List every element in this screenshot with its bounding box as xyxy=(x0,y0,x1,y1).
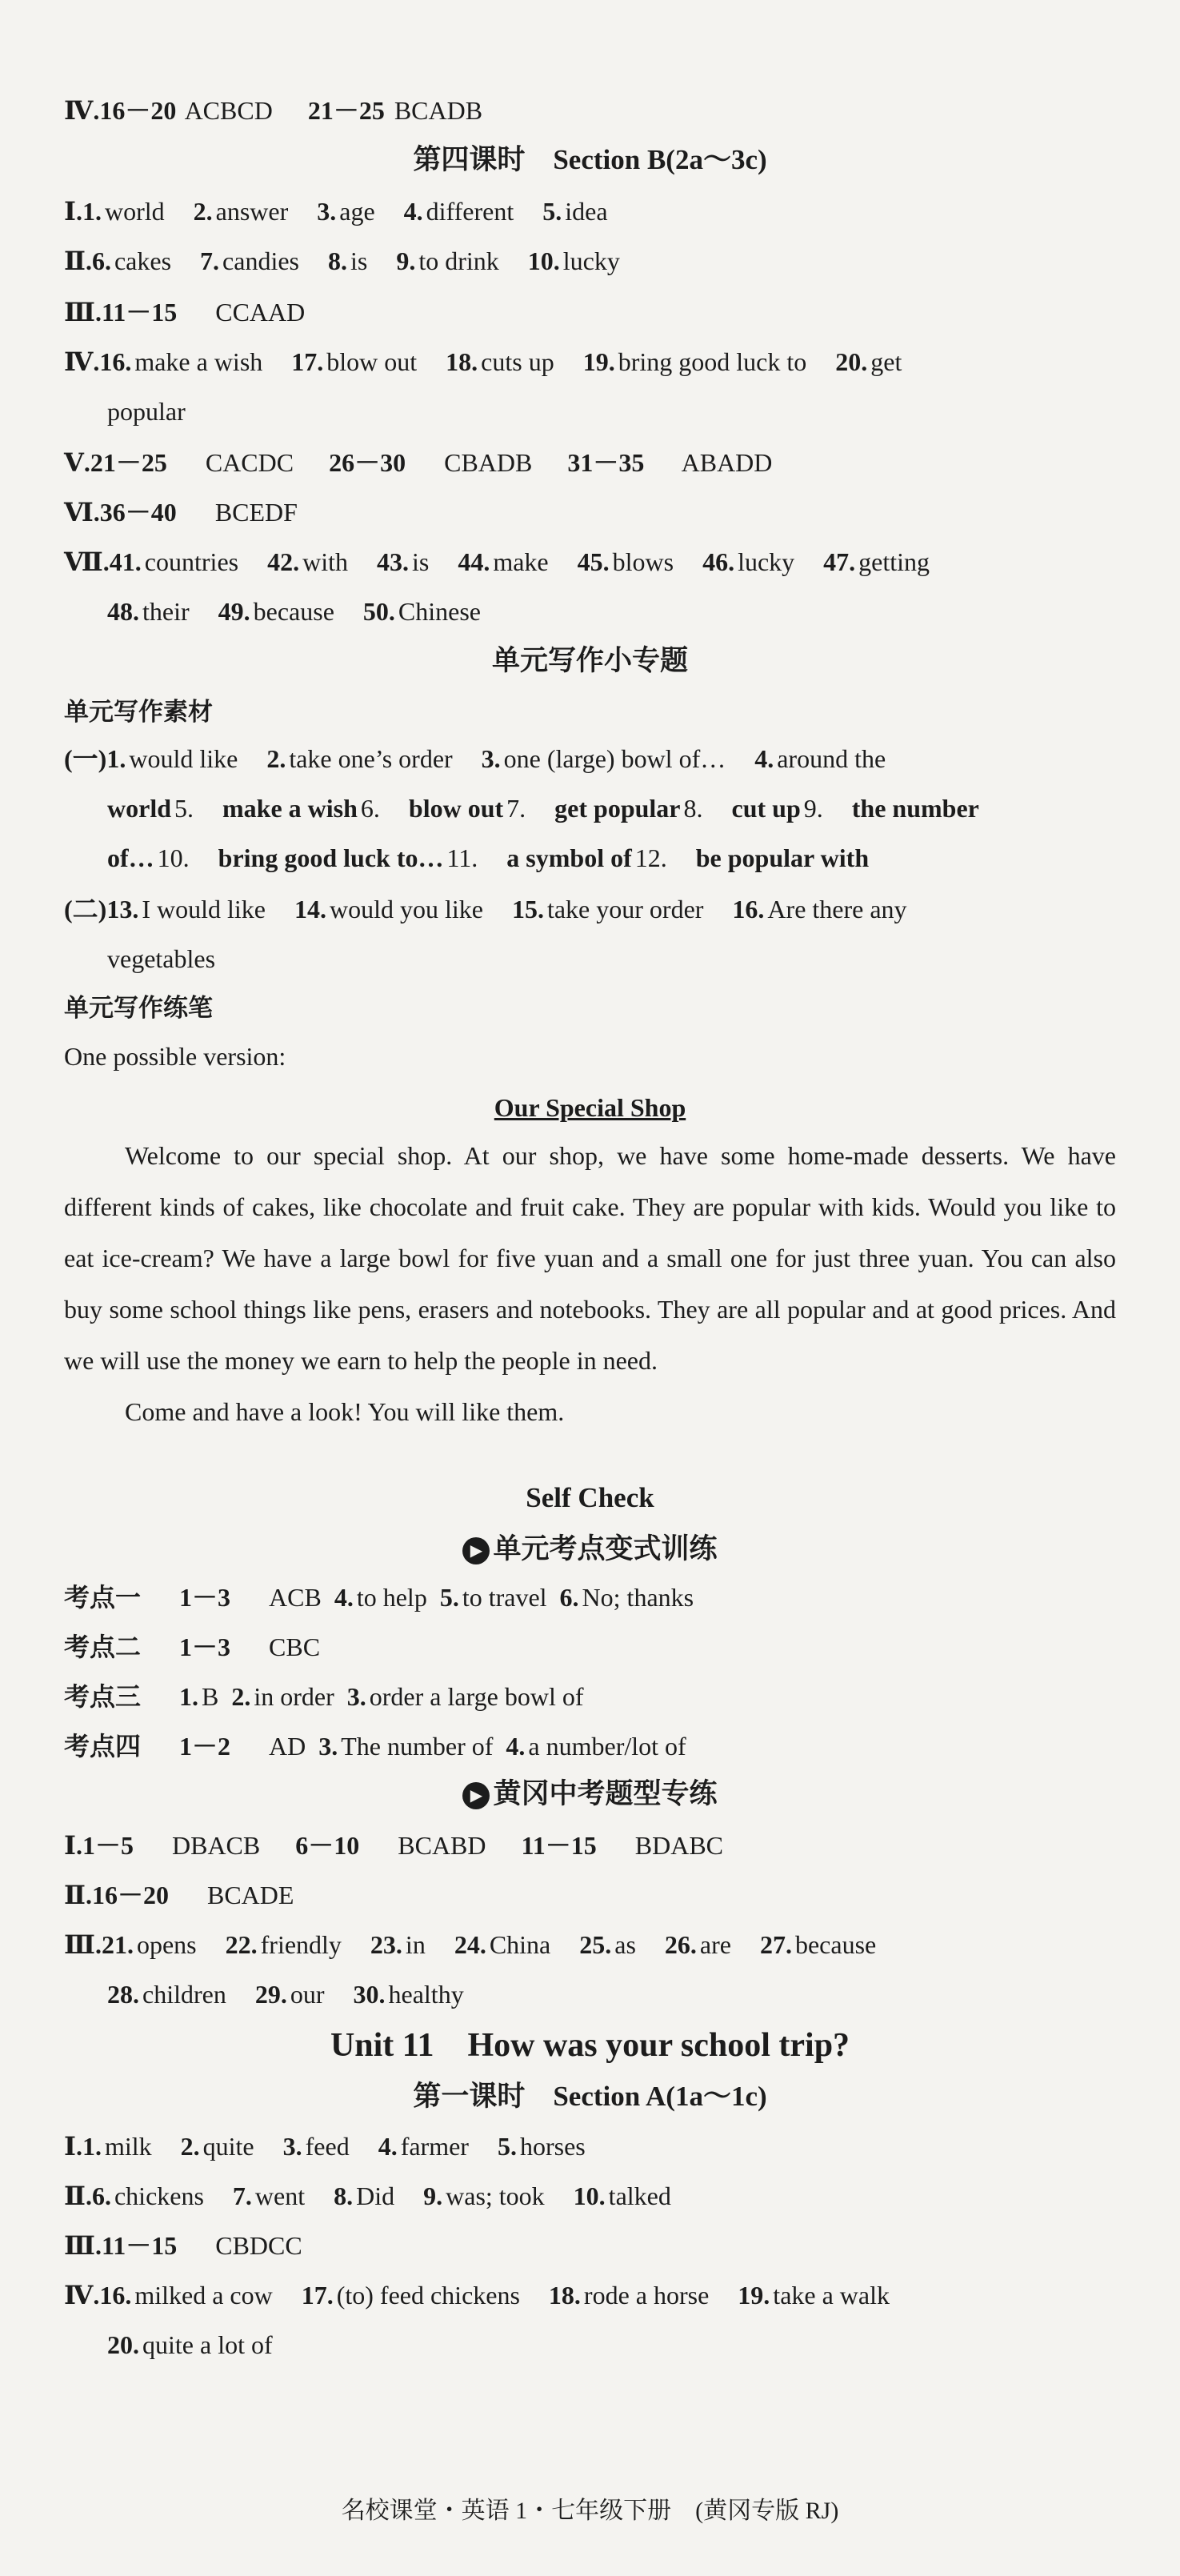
item-number: Ⅳ.16. xyxy=(64,347,132,376)
item-number: 20. xyxy=(835,347,868,376)
item-number: make a wish xyxy=(222,794,358,823)
item-answer: our xyxy=(290,1980,325,2009)
item-number: 23. xyxy=(370,1930,402,1959)
item-number: Ⅶ.41. xyxy=(64,547,142,576)
item-answer: candies xyxy=(222,246,299,275)
item-number: Ⅳ.16. xyxy=(64,2281,132,2310)
item-number: 2. xyxy=(266,744,286,773)
item-number: 10. xyxy=(527,246,560,275)
answer-line xyxy=(64,743,1116,775)
answer-line: 考点二 1－3 CBC xyxy=(64,1633,321,1661)
item-number: 5. xyxy=(497,2132,517,2161)
item-number: 20. xyxy=(107,2330,139,2359)
play-icon: ▶ xyxy=(462,1537,490,1564)
item-number: world xyxy=(107,794,171,823)
answer-line xyxy=(107,792,1116,824)
item-answer: friendly xyxy=(260,1930,342,1959)
item-number: 30. xyxy=(353,1980,386,2009)
item-number: 26. xyxy=(664,1930,697,1959)
item-number: the number xyxy=(851,794,979,823)
item-number: 27. xyxy=(759,1930,792,1959)
item-answer: countries xyxy=(144,547,239,576)
item-answer: is xyxy=(411,547,430,576)
item-answer: I would like xyxy=(142,895,266,923)
item-number: of… xyxy=(107,843,154,872)
answer-line: Ⅳ.16－20 ACBCD 21－25 BCADB xyxy=(64,96,483,125)
item-answer: answer xyxy=(215,197,289,226)
item-answer: their xyxy=(142,597,190,626)
subsection-heading: ▶ 黄冈中考题型专练 xyxy=(0,1777,1180,1812)
answer-line xyxy=(64,195,1116,227)
item-number: 19. xyxy=(582,347,615,376)
answer-line: popular xyxy=(107,397,186,426)
item-answer: blows xyxy=(612,547,674,576)
item-answer: quite xyxy=(202,2132,254,2161)
item-answer: Are there any xyxy=(767,895,907,923)
item-answer: lucky xyxy=(562,246,620,275)
item-answer: would you like xyxy=(329,895,483,923)
item-number: Ⅱ.6. xyxy=(64,2181,111,2210)
item-answer: 9. xyxy=(803,794,823,823)
item-number: 4. xyxy=(403,197,423,226)
item-number: get popular xyxy=(554,794,681,823)
item-number: 28. xyxy=(107,1980,139,2009)
answer-line xyxy=(64,2180,1116,2212)
item-answer: age xyxy=(339,197,375,226)
item-answer: cuts up xyxy=(481,347,554,376)
essay-body xyxy=(64,1130,1116,1437)
answer-line xyxy=(64,245,1116,277)
item-answer: talked xyxy=(608,2181,671,2210)
item-number: 44. xyxy=(458,547,490,576)
item-answer: was; took xyxy=(446,2181,545,2210)
answer-line: Ⅲ.11－15 CCAAD xyxy=(64,298,306,327)
item-number: Ⅰ.1. xyxy=(64,197,102,226)
answer-line xyxy=(64,346,1116,378)
item-answer: China xyxy=(489,1930,551,1959)
item-answer: world xyxy=(104,197,165,226)
item-number: 2. xyxy=(180,2132,200,2161)
item-answer: getting xyxy=(858,547,930,576)
item-number: 24. xyxy=(454,1930,486,1959)
item-answer: cakes xyxy=(114,246,172,275)
item-number: (一)1. xyxy=(64,744,126,773)
item-number: 48. xyxy=(107,597,139,626)
item-answer: different xyxy=(426,197,514,226)
item-number: Ⅰ.1. xyxy=(64,2132,102,2161)
item-number: 3. xyxy=(317,197,337,226)
item-answer: lucky xyxy=(738,547,795,576)
item-number: Ⅲ.21. xyxy=(64,1930,134,1959)
item-number: 17. xyxy=(301,2281,334,2310)
play-icon: ▶ xyxy=(462,1782,490,1809)
item-answer: idea xyxy=(565,197,608,226)
item-number: 25. xyxy=(579,1930,612,1959)
item-answer: blow out xyxy=(326,347,418,376)
essay-paragraph: Welcome to our special shop. At our shop, we have some home-made desserts. We have different kinds of cakes, like chocolate and fruit cake. They are popular with kids. Would you like to eat ice-cream? We have a large bowl for five yuan and a small one for just three yuan. You can also buy some school things like pens, erasers and notebooks. They are all popular and at good prices. And we will use the money we earn to help the people in need. xyxy=(64,1141,1116,1375)
item-answer: make xyxy=(493,547,549,576)
answer-line: Ⅴ.21－25 CACDC 26－30 CBADB 31－35 ABADD xyxy=(64,448,773,477)
item-answer: because xyxy=(253,597,334,626)
answer-line xyxy=(64,546,1116,578)
answer-line xyxy=(64,2130,1116,2162)
item-answer: horses xyxy=(519,2132,586,2161)
item-answer: 8. xyxy=(683,794,703,823)
item-answer: rode a horse xyxy=(583,2281,710,2310)
item-answer: went xyxy=(254,2181,306,2210)
item-number: 4. xyxy=(378,2132,398,2161)
item-answer: feed xyxy=(305,2132,350,2161)
item-answer: take one’s order xyxy=(289,744,453,773)
answer-line: Ⅰ.1－5 DBACB 6－10 BCABD 11－15 BDABC xyxy=(64,1831,723,1860)
answer-line: 考点三 1. B 2. in order 3. order a large bowl of xyxy=(64,1682,584,1711)
item-answer: around the xyxy=(777,744,886,773)
answer-line: Ⅵ.36－40 BCEDF xyxy=(64,498,298,527)
answer-line xyxy=(64,2279,1116,2311)
item-number: 22. xyxy=(225,1930,258,1959)
item-number: 29. xyxy=(254,1980,287,2009)
intro-line: One possible version: xyxy=(64,1042,286,1071)
item-number: Ⅱ.6. xyxy=(64,246,111,275)
item-answer: is xyxy=(350,246,368,275)
page-footer: 名校课堂・英语 1・七年级下册 (黄冈专版 RJ) xyxy=(341,2498,839,2524)
item-answer: healthy xyxy=(388,1980,464,2009)
answer-line xyxy=(107,1978,1116,2010)
item-answer: 7. xyxy=(506,794,526,823)
item-answer: 12. xyxy=(634,843,667,872)
item-answer: 11. xyxy=(446,843,478,872)
item-answer: chickens xyxy=(114,2181,204,2210)
subsection-heading: 单元写作素材 xyxy=(64,698,213,726)
item-answer: farmer xyxy=(400,2132,469,2161)
item-answer: Did xyxy=(356,2181,395,2210)
answer-line xyxy=(64,893,1116,925)
item-number: 9. xyxy=(396,246,416,275)
item-answer: to drink xyxy=(418,246,499,275)
item-number: 7. xyxy=(200,246,220,275)
item-answer: because xyxy=(794,1930,877,1959)
item-number: 50. xyxy=(362,597,395,626)
item-number: 10. xyxy=(573,2181,606,2210)
item-answer: 5. xyxy=(174,794,194,823)
item-answer: get xyxy=(870,347,902,376)
item-number: 4. xyxy=(754,744,774,773)
item-number: 45. xyxy=(577,547,610,576)
section-heading: 第一课时 Section A(1a～1c) xyxy=(413,2081,767,2112)
answer-line xyxy=(107,2329,1116,2361)
item-number: 18. xyxy=(548,2281,581,2310)
item-answer: one (large) bowl of… xyxy=(503,744,726,773)
item-number: 18. xyxy=(446,347,478,376)
answer-line xyxy=(64,1929,1116,1961)
item-number: 16. xyxy=(732,895,765,923)
answer-line xyxy=(107,595,1116,627)
answer-line: 考点四 1－2 AD 3. The number of 4. a number/lot of xyxy=(64,1732,686,1761)
item-answer: in xyxy=(405,1930,426,1959)
item-number: bring good luck to… xyxy=(218,843,444,872)
item-number: 47. xyxy=(823,547,856,576)
item-answer: bring good luck to xyxy=(618,347,807,376)
item-answer: would like xyxy=(129,744,238,773)
item-number: be popular with xyxy=(695,843,870,872)
item-number: 8. xyxy=(327,246,347,275)
item-number: 49. xyxy=(218,597,250,626)
answer-line: 考点一 1－3 ACB 4. to help 5. to travel 6. No; thanks xyxy=(64,1583,694,1612)
item-number: blow out xyxy=(408,794,504,823)
item-answer: (to) feed chickens xyxy=(336,2281,520,2310)
item-answer: 6. xyxy=(360,794,380,823)
subsection-heading: 单元写作练笔 xyxy=(64,994,213,1022)
item-number: 2. xyxy=(193,197,213,226)
item-answer: children xyxy=(142,1980,226,2009)
unit-heading: Unit 11 How was your school trip? xyxy=(330,2027,850,2064)
item-number: 46. xyxy=(702,547,735,576)
answer-line: Ⅲ.11－15 CBDCC xyxy=(64,2231,302,2260)
item-number: 42. xyxy=(267,547,300,576)
item-answer: take a walk xyxy=(773,2281,890,2310)
section-heading: 第四课时 Section B(2a～3c) xyxy=(413,144,767,175)
item-answer: quite a lot of xyxy=(142,2330,273,2359)
item-answer: make a wish xyxy=(134,347,263,376)
item-number: a symbol of xyxy=(506,843,632,872)
section-heading: 单元写作小专题 xyxy=(491,645,688,676)
item-number: 9. xyxy=(423,2181,443,2210)
item-number: 3. xyxy=(481,744,501,773)
item-answer: with xyxy=(302,547,348,576)
item-number: 14. xyxy=(294,895,326,923)
item-number: cut up xyxy=(731,794,801,823)
item-number: 15. xyxy=(511,895,544,923)
item-answer: Chinese xyxy=(398,597,481,626)
item-number: 3. xyxy=(282,2132,302,2161)
item-number: 19. xyxy=(738,2281,770,2310)
item-number: 7. xyxy=(232,2181,252,2210)
item-number: (二)13. xyxy=(64,895,139,923)
item-answer: are xyxy=(699,1930,731,1959)
item-number: 5. xyxy=(542,197,562,226)
item-number: 43. xyxy=(376,547,409,576)
item-number: 17. xyxy=(291,347,324,376)
item-answer: 10. xyxy=(157,843,190,872)
item-number: 8. xyxy=(334,2181,354,2210)
item-answer: as xyxy=(614,1930,636,1959)
item-answer: take your order xyxy=(546,895,704,923)
item-answer: milked a cow xyxy=(134,2281,273,2310)
essay-paragraph: Come and have a look! You will like them. xyxy=(125,1397,565,1426)
answer-line: Ⅱ.16－20 BCADE xyxy=(64,1881,294,1909)
subsection-heading: ▶ 单元考点变式训练 xyxy=(0,1532,1180,1567)
essay-title: Our Special Shop xyxy=(494,1093,686,1122)
item-answer: milk xyxy=(104,2132,152,2161)
section-heading: Self Check xyxy=(526,1482,654,1513)
answer-line xyxy=(107,842,1116,874)
answer-line: vegetables xyxy=(107,944,216,973)
item-answer: opens xyxy=(136,1930,197,1959)
